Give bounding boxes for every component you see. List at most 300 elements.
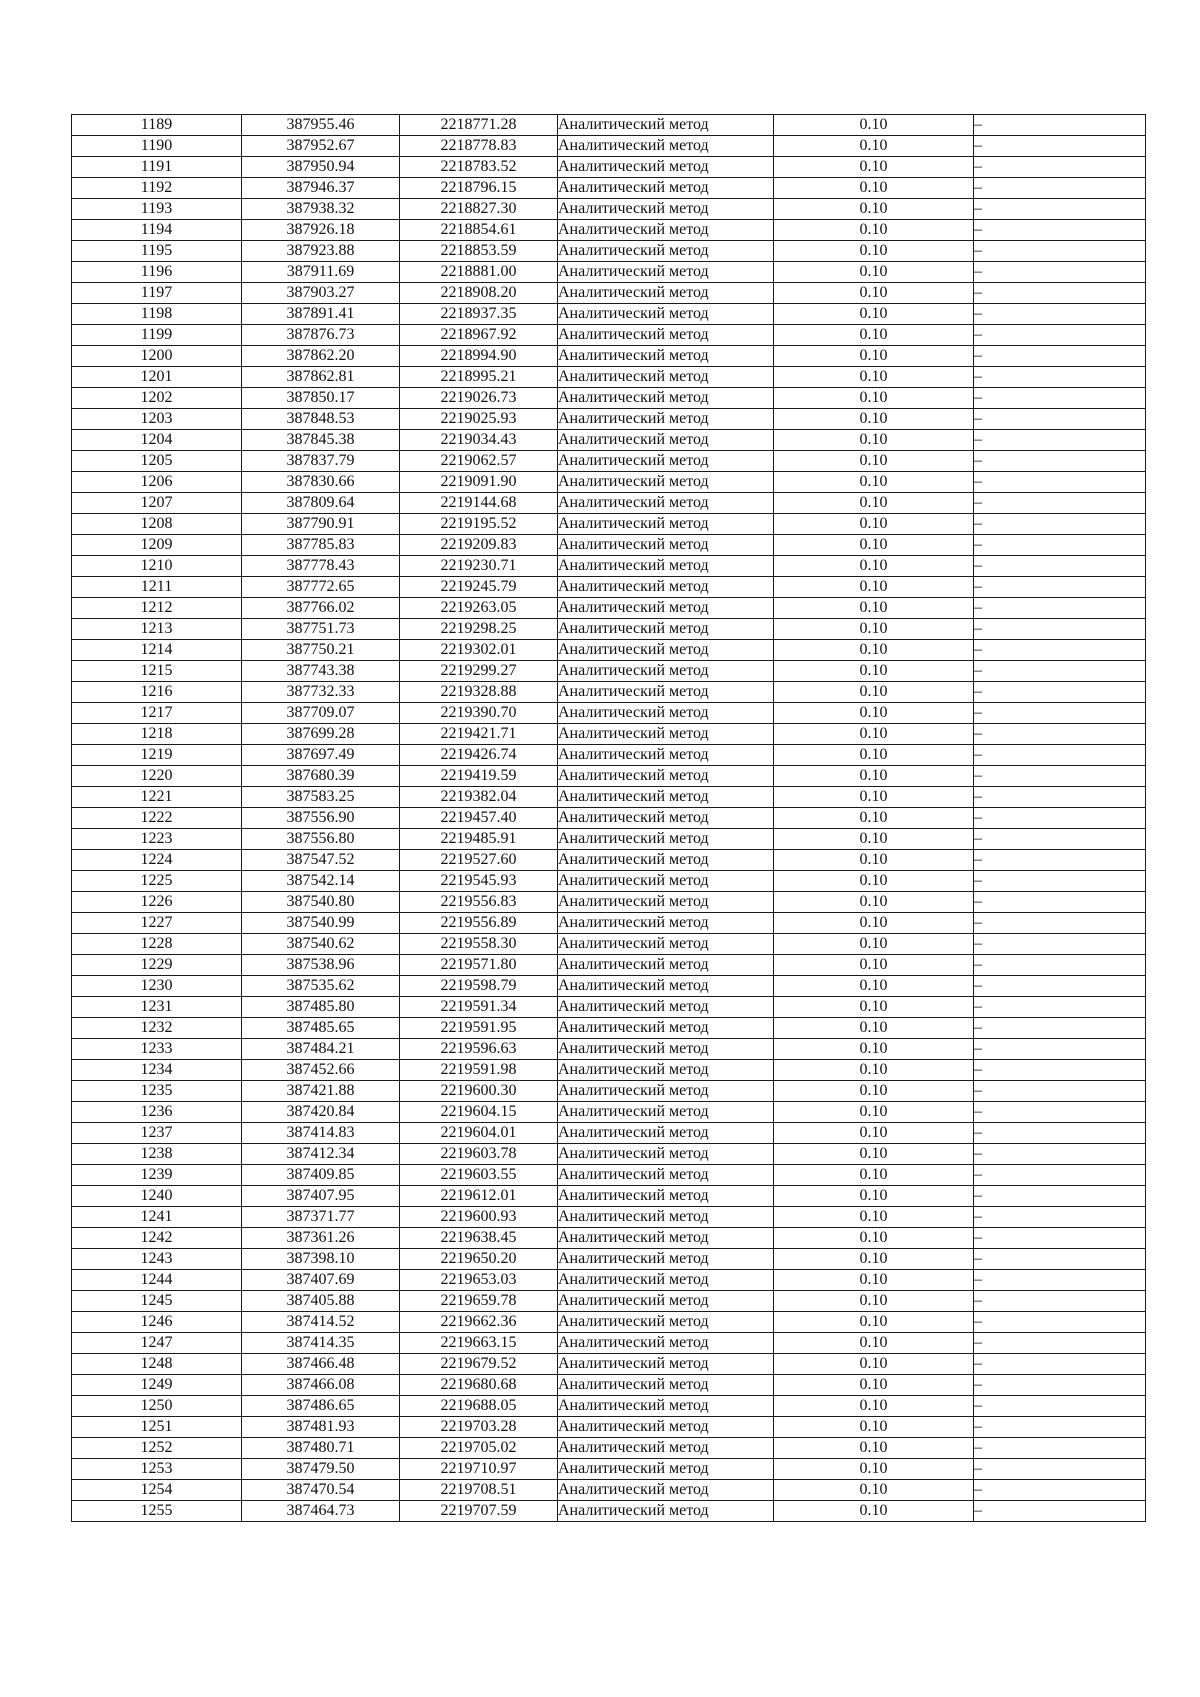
coordinates-table-body	[72, 115, 1146, 1522]
table-row	[72, 304, 1146, 325]
point-number-cell: 1243	[72, 1249, 242, 1270]
accuracy-cell: 0.10	[774, 703, 974, 724]
point-number-cell: 1224	[72, 850, 242, 871]
x-coordinate-cell: 387556.90	[242, 808, 400, 829]
table-row	[72, 1123, 1146, 1144]
y-coordinate-cell: 2219680.68	[400, 1375, 558, 1396]
method-cell: Аналитический метод	[558, 682, 774, 703]
y-coordinate-cell: 2219302.01	[400, 640, 558, 661]
table-row	[72, 1207, 1146, 1228]
note-cell: –	[974, 703, 1146, 724]
y-coordinate-cell: 2218995.21	[400, 367, 558, 388]
table-row	[72, 850, 1146, 871]
table-row	[72, 514, 1146, 535]
table-row	[72, 367, 1146, 388]
point-number-cell: 1235	[72, 1081, 242, 1102]
x-coordinate-cell: 387785.83	[242, 535, 400, 556]
method-cell: Аналитический метод	[558, 934, 774, 955]
point-number-cell: 1254	[72, 1480, 242, 1501]
accuracy-cell: 0.10	[774, 1039, 974, 1060]
point-number-cell: 1223	[72, 829, 242, 850]
y-coordinate-cell: 2218783.52	[400, 157, 558, 178]
y-coordinate-cell: 2219209.83	[400, 535, 558, 556]
table-row	[72, 1102, 1146, 1123]
method-cell: Аналитический метод	[558, 1039, 774, 1060]
note-cell: –	[974, 493, 1146, 514]
x-coordinate-cell: 387398.10	[242, 1249, 400, 1270]
x-coordinate-cell: 387891.41	[242, 304, 400, 325]
table-row	[72, 997, 1146, 1018]
point-number-cell: 1196	[72, 262, 242, 283]
y-coordinate-cell: 2219707.59	[400, 1501, 558, 1522]
x-coordinate-cell: 387766.02	[242, 598, 400, 619]
table-row	[72, 1417, 1146, 1438]
y-coordinate-cell: 2218881.00	[400, 262, 558, 283]
note-cell: –	[974, 955, 1146, 976]
method-cell: Аналитический метод	[558, 388, 774, 409]
table-row	[72, 1291, 1146, 1312]
note-cell: –	[974, 178, 1146, 199]
point-number-cell: 1216	[72, 682, 242, 703]
y-coordinate-cell: 2219382.04	[400, 787, 558, 808]
point-number-cell: 1205	[72, 451, 242, 472]
y-coordinate-cell: 2219485.91	[400, 829, 558, 850]
accuracy-cell: 0.10	[774, 304, 974, 325]
accuracy-cell: 0.10	[774, 955, 974, 976]
accuracy-cell: 0.10	[774, 1396, 974, 1417]
accuracy-cell: 0.10	[774, 1186, 974, 1207]
accuracy-cell: 0.10	[774, 262, 974, 283]
point-number-cell: 1246	[72, 1312, 242, 1333]
x-coordinate-cell: 387697.49	[242, 745, 400, 766]
x-coordinate-cell: 387547.52	[242, 850, 400, 871]
method-cell: Аналитический метод	[558, 766, 774, 787]
point-number-cell: 1213	[72, 619, 242, 640]
x-coordinate-cell: 387903.27	[242, 283, 400, 304]
point-number-cell: 1228	[72, 934, 242, 955]
note-cell: –	[974, 367, 1146, 388]
x-coordinate-cell: 387911.69	[242, 262, 400, 283]
table-row	[72, 703, 1146, 724]
note-cell: –	[974, 1165, 1146, 1186]
point-number-cell: 1206	[72, 472, 242, 493]
table-row	[72, 325, 1146, 346]
note-cell: –	[974, 1417, 1146, 1438]
point-number-cell: 1249	[72, 1375, 242, 1396]
x-coordinate-cell: 387583.25	[242, 787, 400, 808]
x-coordinate-cell: 387466.48	[242, 1354, 400, 1375]
table-row	[72, 199, 1146, 220]
note-cell: –	[974, 472, 1146, 493]
point-number-cell: 1212	[72, 598, 242, 619]
y-coordinate-cell: 2219328.88	[400, 682, 558, 703]
method-cell: Аналитический метод	[558, 577, 774, 598]
note-cell: –	[974, 1249, 1146, 1270]
table-row	[72, 577, 1146, 598]
accuracy-cell: 0.10	[774, 241, 974, 262]
table-row	[72, 640, 1146, 661]
table-row	[72, 724, 1146, 745]
point-number-cell: 1251	[72, 1417, 242, 1438]
y-coordinate-cell: 2219419.59	[400, 766, 558, 787]
note-cell: –	[974, 1333, 1146, 1354]
y-coordinate-cell: 2219558.30	[400, 934, 558, 955]
point-number-cell: 1252	[72, 1438, 242, 1459]
note-cell: –	[974, 661, 1146, 682]
y-coordinate-cell: 2218771.28	[400, 115, 558, 136]
point-number-cell: 1227	[72, 913, 242, 934]
note-cell: –	[974, 577, 1146, 598]
note-cell: –	[974, 871, 1146, 892]
accuracy-cell: 0.10	[774, 514, 974, 535]
note-cell: –	[974, 325, 1146, 346]
point-number-cell: 1209	[72, 535, 242, 556]
accuracy-cell: 0.10	[774, 808, 974, 829]
method-cell: Аналитический метод	[558, 1102, 774, 1123]
y-coordinate-cell: 2218994.90	[400, 346, 558, 367]
note-cell: –	[974, 1396, 1146, 1417]
table-row	[72, 1270, 1146, 1291]
method-cell: Аналитический метод	[558, 1018, 774, 1039]
y-coordinate-cell: 2219650.20	[400, 1249, 558, 1270]
table-row	[72, 136, 1146, 157]
point-number-cell: 1240	[72, 1186, 242, 1207]
note-cell: –	[974, 976, 1146, 997]
accuracy-cell: 0.10	[774, 1438, 974, 1459]
method-cell: Аналитический метод	[558, 1417, 774, 1438]
x-coordinate-cell: 387414.52	[242, 1312, 400, 1333]
y-coordinate-cell: 2219591.95	[400, 1018, 558, 1039]
y-coordinate-cell: 2219457.40	[400, 808, 558, 829]
method-cell: Аналитический метод	[558, 535, 774, 556]
method-cell: Аналитический метод	[558, 997, 774, 1018]
accuracy-cell: 0.10	[774, 283, 974, 304]
y-coordinate-cell: 2219245.79	[400, 577, 558, 598]
table-row	[72, 682, 1146, 703]
point-number-cell: 1229	[72, 955, 242, 976]
note-cell: –	[974, 892, 1146, 913]
y-coordinate-cell: 2219556.83	[400, 892, 558, 913]
accuracy-cell: 0.10	[774, 1018, 974, 1039]
table-row	[72, 346, 1146, 367]
table-row	[72, 472, 1146, 493]
x-coordinate-cell: 387845.38	[242, 430, 400, 451]
accuracy-cell: 0.10	[774, 1333, 974, 1354]
accuracy-cell: 0.10	[774, 472, 974, 493]
x-coordinate-cell: 387414.83	[242, 1123, 400, 1144]
accuracy-cell: 0.10	[774, 409, 974, 430]
accuracy-cell: 0.10	[774, 724, 974, 745]
note-cell: –	[974, 346, 1146, 367]
accuracy-cell: 0.10	[774, 1123, 974, 1144]
method-cell: Аналитический метод	[558, 220, 774, 241]
note-cell: –	[974, 1270, 1146, 1291]
table-row	[72, 934, 1146, 955]
method-cell: Аналитический метод	[558, 1480, 774, 1501]
point-number-cell: 1201	[72, 367, 242, 388]
point-number-cell: 1199	[72, 325, 242, 346]
x-coordinate-cell: 387848.53	[242, 409, 400, 430]
method-cell: Аналитический метод	[558, 787, 774, 808]
y-coordinate-cell: 2219034.43	[400, 430, 558, 451]
table-row	[72, 115, 1146, 136]
point-number-cell: 1220	[72, 766, 242, 787]
note-cell: –	[974, 997, 1146, 1018]
note-cell: –	[974, 766, 1146, 787]
note-cell: –	[974, 1459, 1146, 1480]
point-number-cell: 1241	[72, 1207, 242, 1228]
point-number-cell: 1231	[72, 997, 242, 1018]
note-cell: –	[974, 1123, 1146, 1144]
table-row	[72, 1081, 1146, 1102]
x-coordinate-cell: 387414.35	[242, 1333, 400, 1354]
method-cell: Аналитический метод	[558, 1333, 774, 1354]
x-coordinate-cell: 387535.62	[242, 976, 400, 997]
note-cell: –	[974, 1207, 1146, 1228]
table-row	[72, 1501, 1146, 1522]
note-cell: –	[974, 682, 1146, 703]
point-number-cell: 1208	[72, 514, 242, 535]
point-number-cell: 1237	[72, 1123, 242, 1144]
y-coordinate-cell: 2219604.15	[400, 1102, 558, 1123]
table-row	[72, 157, 1146, 178]
method-cell: Аналитический метод	[558, 1396, 774, 1417]
table-row	[72, 1165, 1146, 1186]
x-coordinate-cell: 387830.66	[242, 472, 400, 493]
point-number-cell: 1202	[72, 388, 242, 409]
method-cell: Аналитический метод	[558, 640, 774, 661]
method-cell: Аналитический метод	[558, 1207, 774, 1228]
note-cell: –	[974, 1291, 1146, 1312]
y-coordinate-cell: 2219298.25	[400, 619, 558, 640]
x-coordinate-cell: 387542.14	[242, 871, 400, 892]
point-number-cell: 1200	[72, 346, 242, 367]
y-coordinate-cell: 2219603.78	[400, 1144, 558, 1165]
y-coordinate-cell: 2219144.68	[400, 493, 558, 514]
table-row	[72, 220, 1146, 241]
note-cell: –	[974, 913, 1146, 934]
table-row	[72, 1480, 1146, 1501]
point-number-cell: 1242	[72, 1228, 242, 1249]
method-cell: Аналитический метод	[558, 1228, 774, 1249]
point-number-cell: 1232	[72, 1018, 242, 1039]
x-coordinate-cell: 387952.67	[242, 136, 400, 157]
table-row	[72, 1018, 1146, 1039]
y-coordinate-cell: 2218778.83	[400, 136, 558, 157]
method-cell: Аналитический метод	[558, 892, 774, 913]
point-number-cell: 1211	[72, 577, 242, 598]
method-cell: Аналитический метод	[558, 262, 774, 283]
accuracy-cell: 0.10	[774, 1417, 974, 1438]
table-row	[72, 1438, 1146, 1459]
y-coordinate-cell: 2218827.30	[400, 199, 558, 220]
x-coordinate-cell: 387464.73	[242, 1501, 400, 1522]
x-coordinate-cell: 387420.84	[242, 1102, 400, 1123]
table-row	[72, 829, 1146, 850]
method-cell: Аналитический метод	[558, 430, 774, 451]
note-cell: –	[974, 451, 1146, 472]
table-row	[72, 1375, 1146, 1396]
y-coordinate-cell: 2219705.02	[400, 1438, 558, 1459]
accuracy-cell: 0.10	[774, 535, 974, 556]
note-cell: –	[974, 304, 1146, 325]
method-cell: Аналитический метод	[558, 283, 774, 304]
method-cell: Аналитический метод	[558, 1081, 774, 1102]
table-row	[72, 556, 1146, 577]
x-coordinate-cell: 387790.91	[242, 514, 400, 535]
point-number-cell: 1238	[72, 1144, 242, 1165]
accuracy-cell: 0.10	[774, 850, 974, 871]
y-coordinate-cell: 2218908.20	[400, 283, 558, 304]
y-coordinate-cell: 2219230.71	[400, 556, 558, 577]
note-cell: –	[974, 1501, 1146, 1522]
method-cell: Аналитический метод	[558, 1186, 774, 1207]
y-coordinate-cell: 2219688.05	[400, 1396, 558, 1417]
note-cell: –	[974, 115, 1146, 136]
accuracy-cell: 0.10	[774, 1480, 974, 1501]
x-coordinate-cell: 387540.62	[242, 934, 400, 955]
method-cell: Аналитический метод	[558, 514, 774, 535]
point-number-cell: 1195	[72, 241, 242, 262]
accuracy-cell: 0.10	[774, 619, 974, 640]
y-coordinate-cell: 2219195.52	[400, 514, 558, 535]
method-cell: Аналитический метод	[558, 913, 774, 934]
accuracy-cell: 0.10	[774, 1375, 974, 1396]
accuracy-cell: 0.10	[774, 1228, 974, 1249]
point-number-cell: 1236	[72, 1102, 242, 1123]
point-number-cell: 1239	[72, 1165, 242, 1186]
accuracy-cell: 0.10	[774, 1312, 974, 1333]
accuracy-cell: 0.10	[774, 1081, 974, 1102]
y-coordinate-cell: 2218854.61	[400, 220, 558, 241]
accuracy-cell: 0.10	[774, 1144, 974, 1165]
point-number-cell: 1245	[72, 1291, 242, 1312]
note-cell: –	[974, 1375, 1146, 1396]
y-coordinate-cell: 2219025.93	[400, 409, 558, 430]
note-cell: –	[974, 283, 1146, 304]
accuracy-cell: 0.10	[774, 997, 974, 1018]
table-row	[72, 619, 1146, 640]
note-cell: –	[974, 430, 1146, 451]
accuracy-cell: 0.10	[774, 871, 974, 892]
y-coordinate-cell: 2219659.78	[400, 1291, 558, 1312]
method-cell: Аналитический метод	[558, 451, 774, 472]
note-cell: –	[974, 1060, 1146, 1081]
method-cell: Аналитический метод	[558, 1459, 774, 1480]
point-number-cell: 1203	[72, 409, 242, 430]
method-cell: Аналитический метод	[558, 1375, 774, 1396]
table-row	[72, 598, 1146, 619]
x-coordinate-cell: 387371.77	[242, 1207, 400, 1228]
x-coordinate-cell: 387926.18	[242, 220, 400, 241]
y-coordinate-cell: 2219571.80	[400, 955, 558, 976]
point-number-cell: 1214	[72, 640, 242, 661]
note-cell: –	[974, 724, 1146, 745]
table-row	[72, 766, 1146, 787]
point-number-cell: 1226	[72, 892, 242, 913]
note-cell: –	[974, 1354, 1146, 1375]
method-cell: Аналитический метод	[558, 976, 774, 997]
x-coordinate-cell: 387556.80	[242, 829, 400, 850]
table-row	[72, 1354, 1146, 1375]
point-number-cell: 1197	[72, 283, 242, 304]
table-row	[72, 409, 1146, 430]
y-coordinate-cell: 2219527.60	[400, 850, 558, 871]
coordinates-table	[71, 114, 1146, 1522]
x-coordinate-cell: 387540.99	[242, 913, 400, 934]
point-number-cell: 1244	[72, 1270, 242, 1291]
point-number-cell: 1247	[72, 1333, 242, 1354]
accuracy-cell: 0.10	[774, 640, 974, 661]
x-coordinate-cell: 387486.65	[242, 1396, 400, 1417]
x-coordinate-cell: 387481.93	[242, 1417, 400, 1438]
accuracy-cell: 0.10	[774, 1060, 974, 1081]
point-number-cell: 1222	[72, 808, 242, 829]
point-number-cell: 1194	[72, 220, 242, 241]
y-coordinate-cell: 2219612.01	[400, 1186, 558, 1207]
method-cell: Аналитический метод	[558, 1312, 774, 1333]
accuracy-cell: 0.10	[774, 388, 974, 409]
accuracy-cell: 0.10	[774, 598, 974, 619]
y-coordinate-cell: 2219421.71	[400, 724, 558, 745]
x-coordinate-cell: 387485.80	[242, 997, 400, 1018]
y-coordinate-cell: 2218853.59	[400, 241, 558, 262]
accuracy-cell: 0.10	[774, 976, 974, 997]
method-cell: Аналитический метод	[558, 745, 774, 766]
table-row	[72, 745, 1146, 766]
y-coordinate-cell: 2219026.73	[400, 388, 558, 409]
table-row	[72, 1039, 1146, 1060]
note-cell: –	[974, 934, 1146, 955]
x-coordinate-cell: 387837.79	[242, 451, 400, 472]
x-coordinate-cell: 387485.65	[242, 1018, 400, 1039]
point-number-cell: 1210	[72, 556, 242, 577]
accuracy-cell: 0.10	[774, 451, 974, 472]
x-coordinate-cell: 387946.37	[242, 178, 400, 199]
point-number-cell: 1207	[72, 493, 242, 514]
method-cell: Аналитический метод	[558, 1291, 774, 1312]
x-coordinate-cell: 387407.69	[242, 1270, 400, 1291]
y-coordinate-cell: 2219263.05	[400, 598, 558, 619]
table-row	[72, 1060, 1146, 1081]
table-row	[72, 430, 1146, 451]
x-coordinate-cell: 387850.17	[242, 388, 400, 409]
x-coordinate-cell: 387466.08	[242, 1375, 400, 1396]
x-coordinate-cell: 387709.07	[242, 703, 400, 724]
note-cell: –	[974, 514, 1146, 535]
y-coordinate-cell: 2219299.27	[400, 661, 558, 682]
note-cell: –	[974, 1102, 1146, 1123]
method-cell: Аналитический метод	[558, 1060, 774, 1081]
table-row	[72, 262, 1146, 283]
point-number-cell: 1250	[72, 1396, 242, 1417]
note-cell: –	[974, 850, 1146, 871]
method-cell: Аналитический метод	[558, 808, 774, 829]
note-cell: –	[974, 535, 1146, 556]
method-cell: Аналитический метод	[558, 136, 774, 157]
y-coordinate-cell: 2219663.15	[400, 1333, 558, 1354]
accuracy-cell: 0.10	[774, 934, 974, 955]
point-number-cell: 1234	[72, 1060, 242, 1081]
y-coordinate-cell: 2219703.28	[400, 1417, 558, 1438]
y-coordinate-cell: 2219390.70	[400, 703, 558, 724]
y-coordinate-cell: 2219426.74	[400, 745, 558, 766]
accuracy-cell: 0.10	[774, 367, 974, 388]
y-coordinate-cell: 2219708.51	[400, 1480, 558, 1501]
accuracy-cell: 0.10	[774, 220, 974, 241]
point-number-cell: 1204	[72, 430, 242, 451]
y-coordinate-cell: 2219545.93	[400, 871, 558, 892]
